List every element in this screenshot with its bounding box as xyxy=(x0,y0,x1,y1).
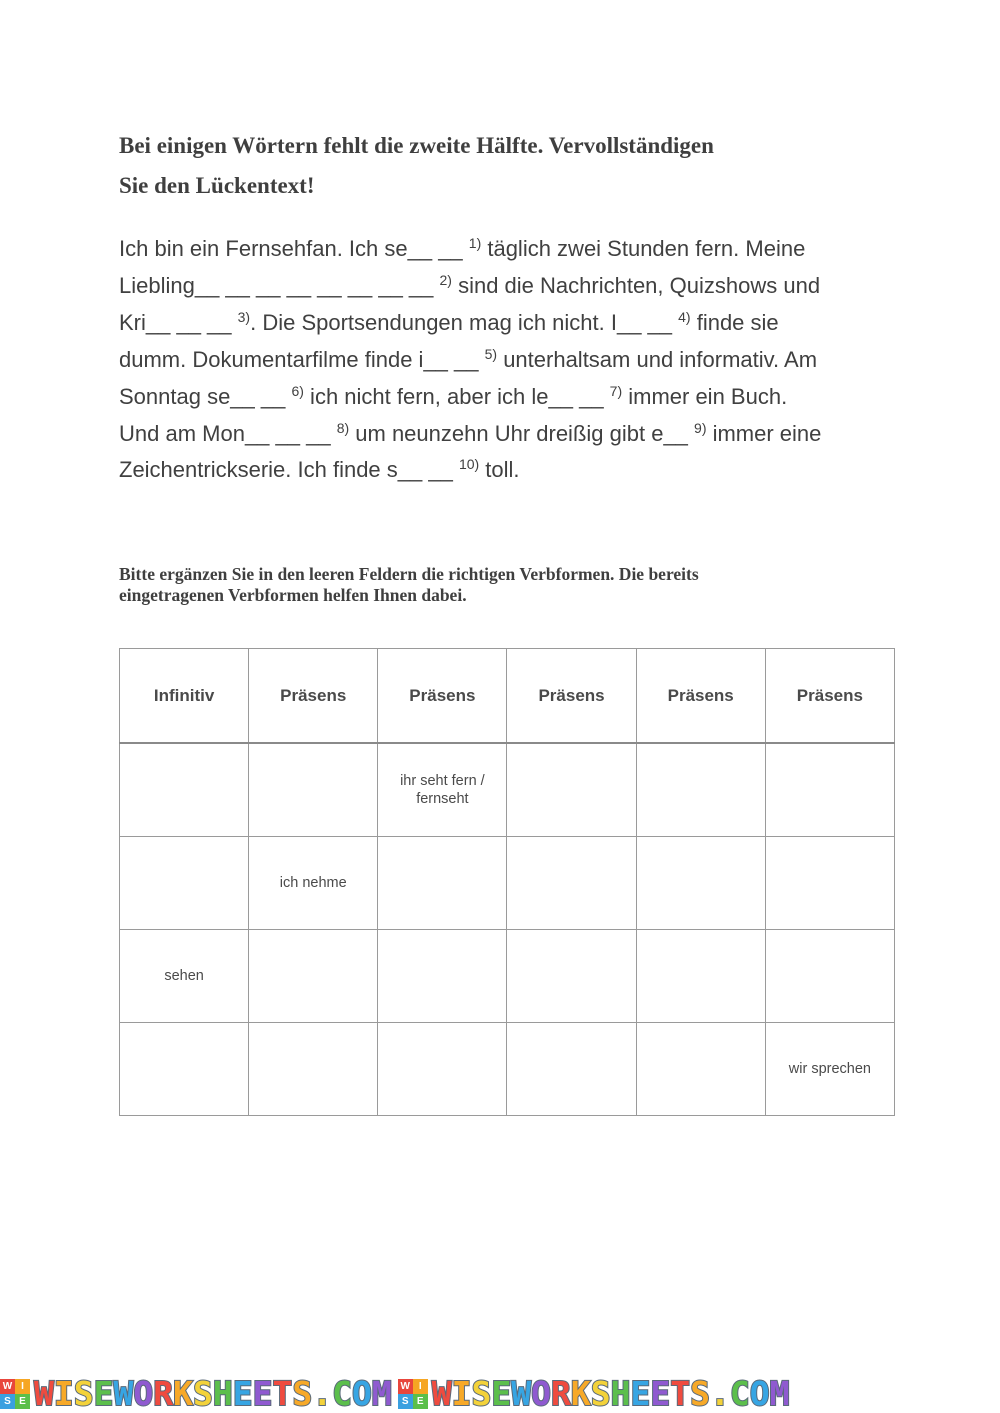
brand-letter: T xyxy=(272,1374,293,1413)
brand-letter: T xyxy=(670,1374,691,1413)
cloze-text-segment: um neunzehn Uhr dreißig gibt e__ xyxy=(349,420,695,446)
brand-letter: I xyxy=(53,1374,74,1413)
gap-number: 3) xyxy=(237,308,251,325)
brand-letter: O xyxy=(531,1374,551,1413)
cloze-text xyxy=(119,231,899,489)
watermark-logo xyxy=(398,1376,790,1412)
brand-letter: S xyxy=(193,1374,213,1413)
brand-letter: E xyxy=(93,1374,114,1413)
header-praesens: Präsens xyxy=(378,649,507,744)
table-row xyxy=(120,837,895,930)
brand-letter: E xyxy=(630,1374,651,1413)
table-cell[interactable] xyxy=(120,1023,249,1116)
cloze-line xyxy=(119,305,899,342)
logo-badge-letter: E xyxy=(413,1394,428,1409)
brand-name xyxy=(34,1376,392,1412)
cloze-text-segment: dumm. Dokumentarfilme finde i__ __ xyxy=(119,346,485,372)
header-infinitiv: Infinitiv xyxy=(120,649,249,744)
logo-badge-letter: S xyxy=(398,1394,413,1409)
header-praesens: Präsens xyxy=(249,649,378,744)
brand-letter: S xyxy=(471,1374,492,1413)
table-cell[interactable] xyxy=(636,743,765,837)
cloze-text-segment: ich nicht fern, aber ich le__ __ xyxy=(303,383,610,409)
header-praesens: Präsens xyxy=(765,649,894,744)
brand-letter: W xyxy=(34,1374,54,1413)
logo-badge-letter: I xyxy=(15,1379,30,1394)
logo-badge-letter: I xyxy=(413,1379,428,1394)
table-instructions xyxy=(119,564,899,606)
cloze-text-segment: Kri__ __ __ xyxy=(119,309,238,335)
gap-number: 4) xyxy=(678,308,691,325)
brand-letter: O xyxy=(133,1374,154,1413)
watermark-logo xyxy=(0,1376,392,1412)
cloze-instructions xyxy=(119,126,899,206)
brand-letter: K xyxy=(570,1374,591,1413)
table-cell[interactable] xyxy=(507,837,636,930)
table-cell[interactable] xyxy=(249,743,378,837)
table-row xyxy=(120,930,895,1023)
gap-number: 5) xyxy=(484,345,498,362)
cloze-instructions-line-1: Bei einigen Wörtern fehlt die zweite Hälfte. Vervollständigen xyxy=(119,133,714,158)
verb-forms-table xyxy=(119,648,895,1116)
logo-badge-letter: W xyxy=(0,1379,15,1394)
cloze-text-segment: täglich zwei Stunden fern. Meine xyxy=(481,236,806,261)
table-cell[interactable]: ihr seht fern / fernseht xyxy=(378,743,507,837)
gap-number: 1) xyxy=(468,235,482,251)
brand-letter: R xyxy=(551,1374,571,1413)
cloze-text-segment: Und am Mon__ __ __ xyxy=(119,420,337,446)
table-cell[interactable] xyxy=(120,837,249,930)
brand-letter: W xyxy=(431,1374,452,1413)
brand-letter: R xyxy=(153,1374,174,1413)
table-cell[interactable] xyxy=(249,1023,378,1116)
table-cell[interactable] xyxy=(378,837,507,930)
brand-letter: . xyxy=(312,1374,333,1413)
table-cell[interactable] xyxy=(507,743,636,837)
cloze-text-segment: immer eine xyxy=(706,420,822,446)
cloze-text-segment: Liebling__ __ __ __ __ __ __ __ xyxy=(119,272,440,298)
table-cell[interactable] xyxy=(765,837,894,930)
brand-letter: O xyxy=(352,1374,372,1413)
logo-badge-letter: E xyxy=(15,1394,30,1409)
table-cell[interactable] xyxy=(378,930,507,1023)
brand-letter: I xyxy=(451,1374,472,1413)
brand-name xyxy=(432,1376,790,1412)
cloze-text-segment: Ich bin ein Fernsehfan. Ich se__ __ xyxy=(119,236,469,261)
logo-badge-letter: W xyxy=(398,1379,413,1394)
header-praesens: Präsens xyxy=(507,649,636,744)
brand-letter: E xyxy=(491,1374,512,1413)
table-cell[interactable] xyxy=(507,930,636,1023)
table-cell[interactable] xyxy=(507,1023,636,1116)
table-cell[interactable] xyxy=(378,1023,507,1116)
cloze-text-segment: Sonntag se__ __ xyxy=(119,383,292,409)
cloze-text-segment: sind die Nachrichten, Quizshows und xyxy=(451,272,821,298)
header-praesens: Präsens xyxy=(636,649,765,744)
brand-letter: E xyxy=(232,1374,253,1413)
table-instructions-line-2: eingetragenen Verbformen helfen Ihnen dabei. xyxy=(119,585,467,605)
brand-letter: M xyxy=(371,1374,392,1413)
table-cell[interactable] xyxy=(636,837,765,930)
gap-number: 10) xyxy=(458,456,480,473)
cloze-line xyxy=(119,268,899,305)
table-cell[interactable] xyxy=(249,930,378,1023)
logo-badge-icon xyxy=(398,1379,428,1409)
table-cell[interactable] xyxy=(765,930,894,1023)
brand-letter: K xyxy=(173,1374,193,1413)
brand-letter: C xyxy=(332,1374,352,1413)
cloze-line xyxy=(119,379,899,416)
brand-letter: S xyxy=(292,1374,313,1413)
brand-letter: O xyxy=(749,1374,770,1413)
gap-number: 6) xyxy=(291,382,304,399)
brand-letter: H xyxy=(212,1374,233,1413)
table-cell[interactable]: wir sprechen xyxy=(765,1023,894,1116)
table-cell[interactable] xyxy=(765,743,894,837)
brand-letter: S xyxy=(590,1374,611,1413)
table-header-row xyxy=(120,649,895,744)
table-row xyxy=(120,743,895,837)
brand-letter: H xyxy=(610,1374,631,1413)
table-cell[interactable]: sehen xyxy=(120,930,249,1023)
logo-badge-icon xyxy=(0,1379,30,1409)
table-cell[interactable]: ich nehme xyxy=(249,837,378,930)
brand-letter: W xyxy=(511,1374,532,1413)
watermark-footer xyxy=(0,1374,1000,1413)
cloze-line xyxy=(119,342,899,379)
brand-letter: . xyxy=(710,1374,730,1413)
logo-badge-letter: S xyxy=(0,1394,15,1409)
cloze-text-segment: immer ein Buch. xyxy=(622,383,788,409)
table-cell[interactable] xyxy=(120,743,249,837)
table-row xyxy=(120,1023,895,1116)
table-instructions-line-1: Bitte ergänzen Sie in den leeren Feldern die richtigen Verbformen. Die bereits xyxy=(119,564,699,584)
gap-number: 9) xyxy=(694,419,707,436)
cloze-instructions-line-2: Sie den Lückentext! xyxy=(119,173,315,198)
gap-number: 7) xyxy=(609,382,623,399)
cloze-line xyxy=(119,416,899,453)
cloze-line xyxy=(119,231,899,268)
brand-letter: E xyxy=(650,1374,671,1413)
cloze-text-segment: finde sie xyxy=(690,309,779,335)
brand-letter: W xyxy=(113,1374,134,1413)
gap-number: 8) xyxy=(336,419,350,436)
gap-number: 2) xyxy=(439,271,452,288)
cloze-text-segment: unterhaltsam und informativ. Am xyxy=(497,346,818,372)
brand-letter: S xyxy=(73,1374,94,1413)
table-cell[interactable] xyxy=(636,930,765,1023)
table-cell[interactable] xyxy=(636,1023,765,1116)
cloze-text-segment: toll. xyxy=(479,457,520,483)
brand-letter: C xyxy=(729,1374,750,1413)
brand-letter: S xyxy=(690,1374,710,1413)
brand-letter: E xyxy=(252,1374,273,1413)
cloze-text-segment: Zeichentrickserie. Ich finde s__ __ xyxy=(119,457,459,483)
cloze-line xyxy=(119,452,899,489)
cloze-text-segment: . Die Sportsendungen mag ich nicht. I__ __ xyxy=(250,309,679,335)
brand-letter: M xyxy=(769,1374,790,1413)
